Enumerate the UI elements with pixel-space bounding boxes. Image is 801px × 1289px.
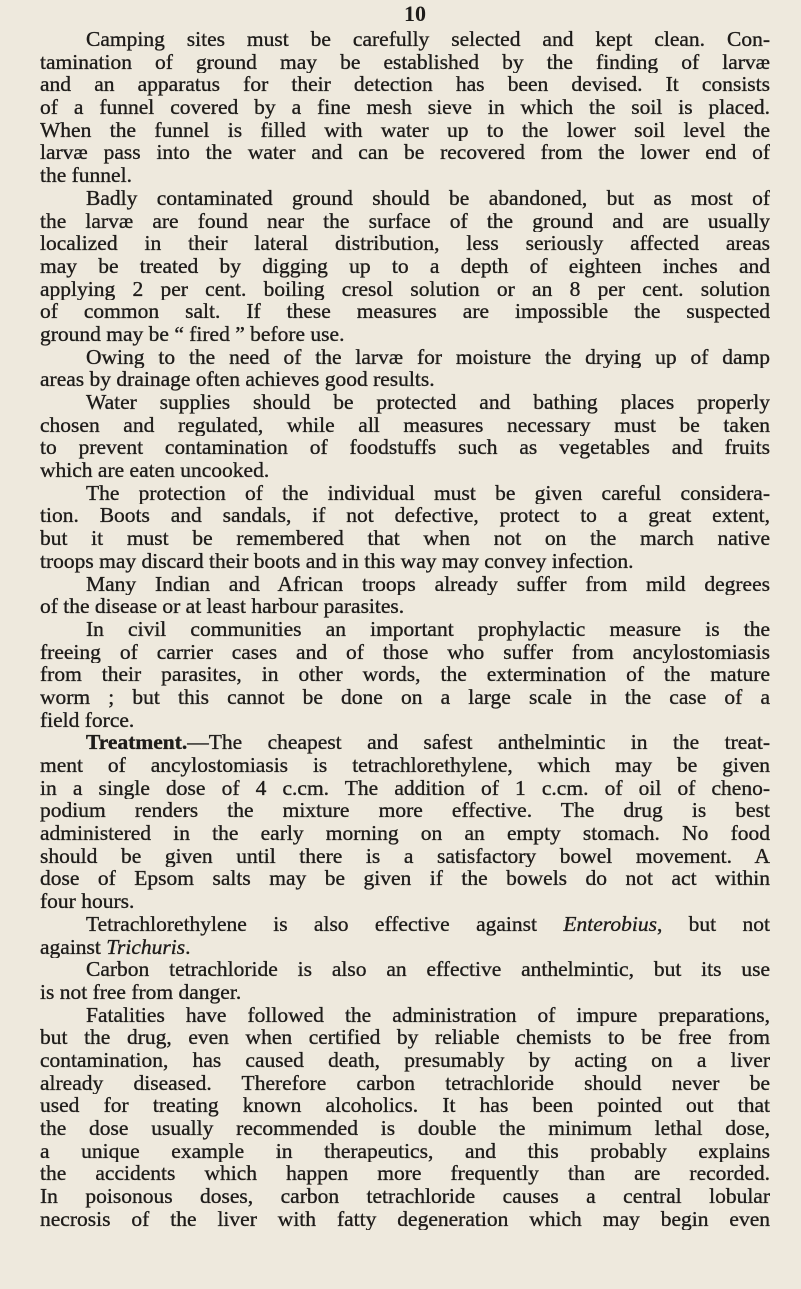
text-segment: against [40,935,107,959]
text-line: from their parasites, in other words, the extermination of the mature [40,663,770,686]
text-line: Many Indian and African troops already suffer from mild degrees [86,572,770,596]
text-line: The protection of the individual must be given careful considera- [86,481,770,505]
paragraph [40,573,770,618]
section-heading: Treatment. [86,731,188,754]
text-line: When the funnel is filled with water up to the lower soil level the [40,118,770,142]
text-line [40,731,770,754]
text-line: of a funnel covered by a fine mesh sieve in which the soil is placed. [40,96,770,119]
text-line: In poisonous doses, carbon tetrachloride causes a central lobular [40,1185,770,1208]
text-line: Owing to the need of the larvæ for moisture the drying up of damp [86,345,770,369]
text-segment: —The cheapest and safest anthelmintic in the treat- [187,731,770,754]
text-line: chosen and regulated, while all measures necessary must be taken [40,413,770,437]
text-line: Camping sites must be carefully selected and kept clean. Con- [86,28,770,51]
text-line: of common salt. If these measures are impossible the suspected [40,300,770,323]
text-line: the dose usually recommended is double the minimum lethal dose, [40,1117,770,1140]
text-segment: . [185,935,191,959]
text-line: Water supplies should be protected and bathing places properly [86,391,770,414]
text-line: should be given until there is a satisfactory bowel movement. A [40,844,770,868]
paragraph [40,618,770,731]
text-line: may be treated by digging up to a depth of eighteen inches and [40,254,770,278]
text-line: administered in the early morning on an empty stomach. No food [40,822,770,845]
paragraph [40,913,770,958]
text-line: larvæ pass into the water and can be recovered from the lower end of [40,141,770,165]
paragraph [40,1004,770,1231]
text-line: In civil communities an important prophylactic measure is the [86,617,770,641]
text-line: dose of Epsom salts may be given if the bowels do not act within [40,867,770,891]
text-line: the accidents which happen more frequently than are recorded. [40,1162,770,1186]
text-line: tamination of ground may be established by the finding of larvæ [40,50,770,74]
text-segment: Tetrachlorethylene is also effective against [86,912,564,936]
text-line [40,936,770,959]
text-line: which are eaten uncooked. [40,459,270,482]
page-number: 10 [404,1,426,26]
text-line [40,913,770,936]
text-line: and an apparatus for their detection has been devised. It consists [40,73,770,97]
text-line: Carbon tetrachloride is also an effective anthelmintic, but its use [86,958,770,981]
text-line: is not free from danger. [40,980,242,1004]
text-line: in a single dose of 4 c.cm. The addition of 1 c.cm. of oil of cheno- [40,776,770,800]
text-line: but it must be remembered that when not on the march native [40,527,770,550]
text-line: Badly contaminated ground should be abandoned, but as most of [86,186,770,210]
text-line: Fatalities have followed the administration of impure preparations, [86,1003,770,1027]
text-line: tion. Boots and sandals, if not defective, protect to a great extent, [40,504,770,528]
text-line: the larvæ are found near the surface of the ground and are usually [40,209,770,233]
text-line: to prevent contamination of foodstuffs such as vegetables and fruits [40,436,770,460]
text-line: localized in their lateral distribution, less seriously affected areas [40,232,770,255]
paragraph [40,346,770,391]
paragraph [40,731,770,913]
text-line: but the drug, even when certified by reliable chemists to be free from [40,1026,770,1049]
paragraph [40,391,770,482]
paragraph [40,28,770,187]
text-line: field force. [40,708,135,732]
italic-term: Trichuris [106,935,186,959]
text-line: of the disease or at least harbour parasites. [40,595,405,618]
paragraph [40,482,770,573]
text-line: areas by drainage often achieves good results. [40,368,435,391]
paragraph [40,958,770,1003]
text-segment: , but not [656,912,770,936]
text-line: already diseased. Therefore carbon tetrachloride should never be [40,1071,770,1095]
text-line: worm ; but this cannot be done on a large scale in the case of a [40,685,770,709]
text-line: ground may be “ fired ” before use. [40,322,345,346]
text-line: the funnel. [40,164,132,187]
text-line: a unique example in therapeutics, and this probably explains [40,1139,770,1163]
italic-term: Enterobius [563,912,657,936]
text-line: podium renders the mixture more effective. The drug is best [40,799,770,823]
text-line: freeing of carrier cases and of those who suffer from ancylostomiasis [40,640,770,664]
text-line: applying 2 per cent. boiling cresol solution or an 8 per cent. solution [40,277,770,301]
text-line: four hours. [40,890,135,913]
body-text [40,28,770,1230]
text-line: necrosis of the liver with fatty degeneration which may begin even [40,1207,770,1231]
text-line: ment of ancylostomiasis is tetrachlorethylene, which may be given [40,754,770,777]
text-line: troops may discard their boots and in this way may convey infection. [40,549,634,573]
text-line: contamination, has caused death, presumably by acting on a liver [40,1048,770,1072]
text-line: used for treating known alcoholics. It has been pointed out that [40,1094,770,1117]
paragraph [40,187,770,346]
